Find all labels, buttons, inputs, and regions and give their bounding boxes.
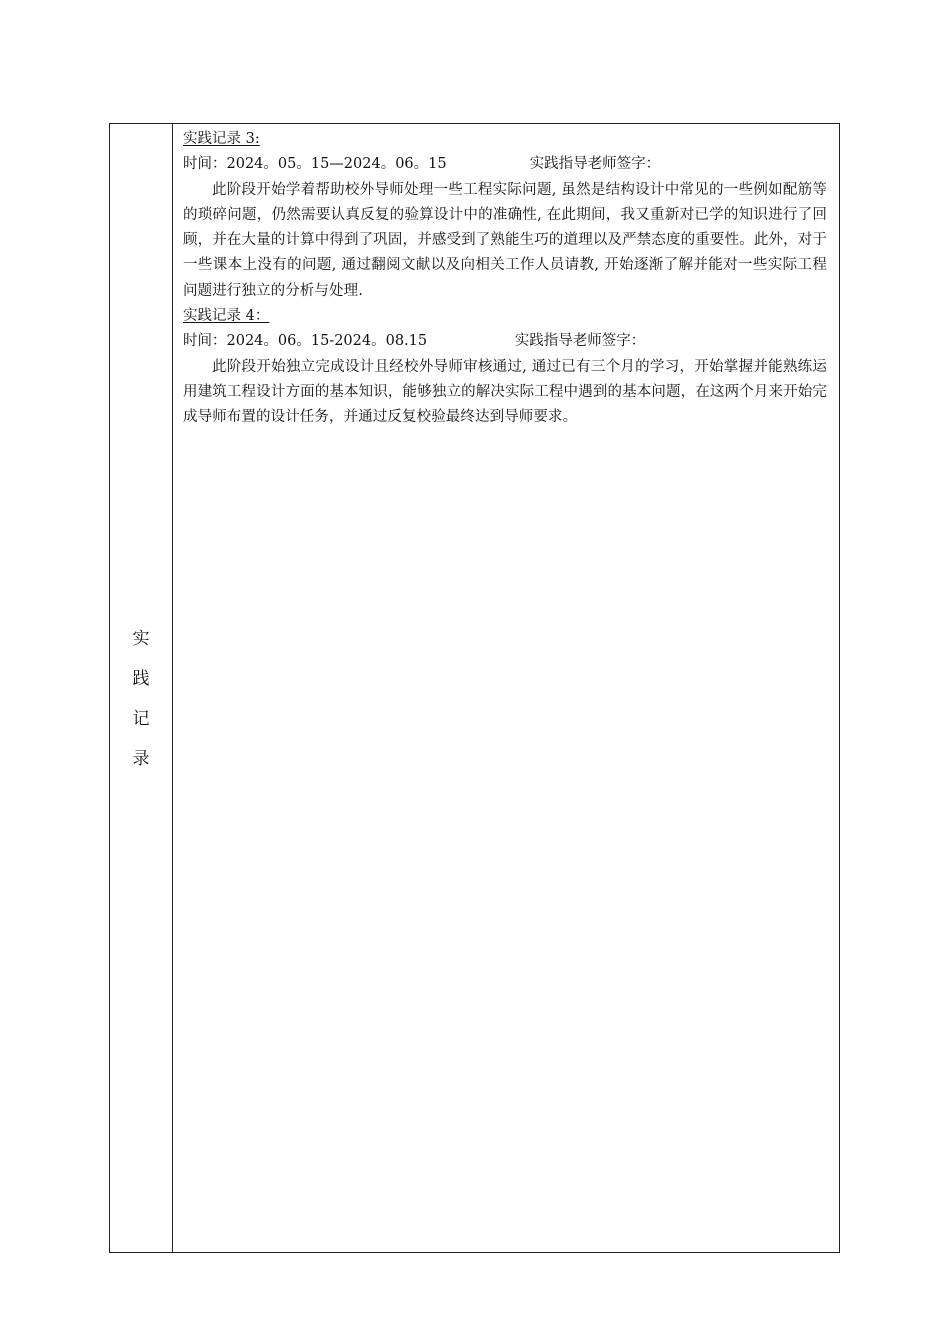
record-title: 实践记录 3: bbox=[183, 131, 260, 147]
record-body: 此阶段开始学着帮助校外导师处理一些工程实际问题, 虽然是结构设计中常见的一些例如配筋等的琐碎问题，仍然需要认真反复的验算设计中的准确性, 在此期间，我又重新对已学的知识进行了回顾，并在大量的计算中得到了巩固，并感受到了熟能生巧的道理以及严禁态度的重要性。此外，对于一些课本上没有的问题, 通过翻阅文献以及向相关工作人员请教, 开始逐渐了解并能对一些实际工程问题进行独立的分析与处理. bbox=[183, 181, 827, 299]
record-time: 时间：2024。06。15-2024。08.15 bbox=[183, 333, 428, 350]
record-time: 时间：2024。05。15—2024。06。15 bbox=[183, 156, 447, 173]
section-label-char: 实 bbox=[132, 629, 150, 649]
record-time-line bbox=[183, 152, 827, 177]
record-title: 实践记录 4： bbox=[183, 308, 270, 325]
record-3 bbox=[183, 127, 827, 304]
supervisor-signature-label: 实践指导老师签字： bbox=[514, 333, 646, 350]
record-content-cell bbox=[173, 124, 839, 1252]
section-label-char: 践 bbox=[132, 669, 150, 689]
record-4 bbox=[183, 304, 827, 430]
record-time-line bbox=[183, 329, 827, 354]
supervisor-signature-label: 实践指导老师签字： bbox=[529, 156, 661, 173]
section-label-char: 记 bbox=[132, 709, 150, 729]
record-body: 此阶段开始独立完成设计且经校外导师审核通过, 通过已有三个月的学习，开始掌握并能熟练运用建筑工程设计方面的基本知识，能够独立的解决实际工程中遇到的基本问题，在这两个月来开始完成导师布置的设计任务，并通过反复校验最终达到导师要求。 bbox=[183, 358, 827, 426]
practice-record-table bbox=[109, 123, 840, 1253]
section-label bbox=[110, 619, 172, 779]
section-label-cell bbox=[110, 124, 173, 1252]
section-label-char: 录 bbox=[132, 749, 150, 769]
